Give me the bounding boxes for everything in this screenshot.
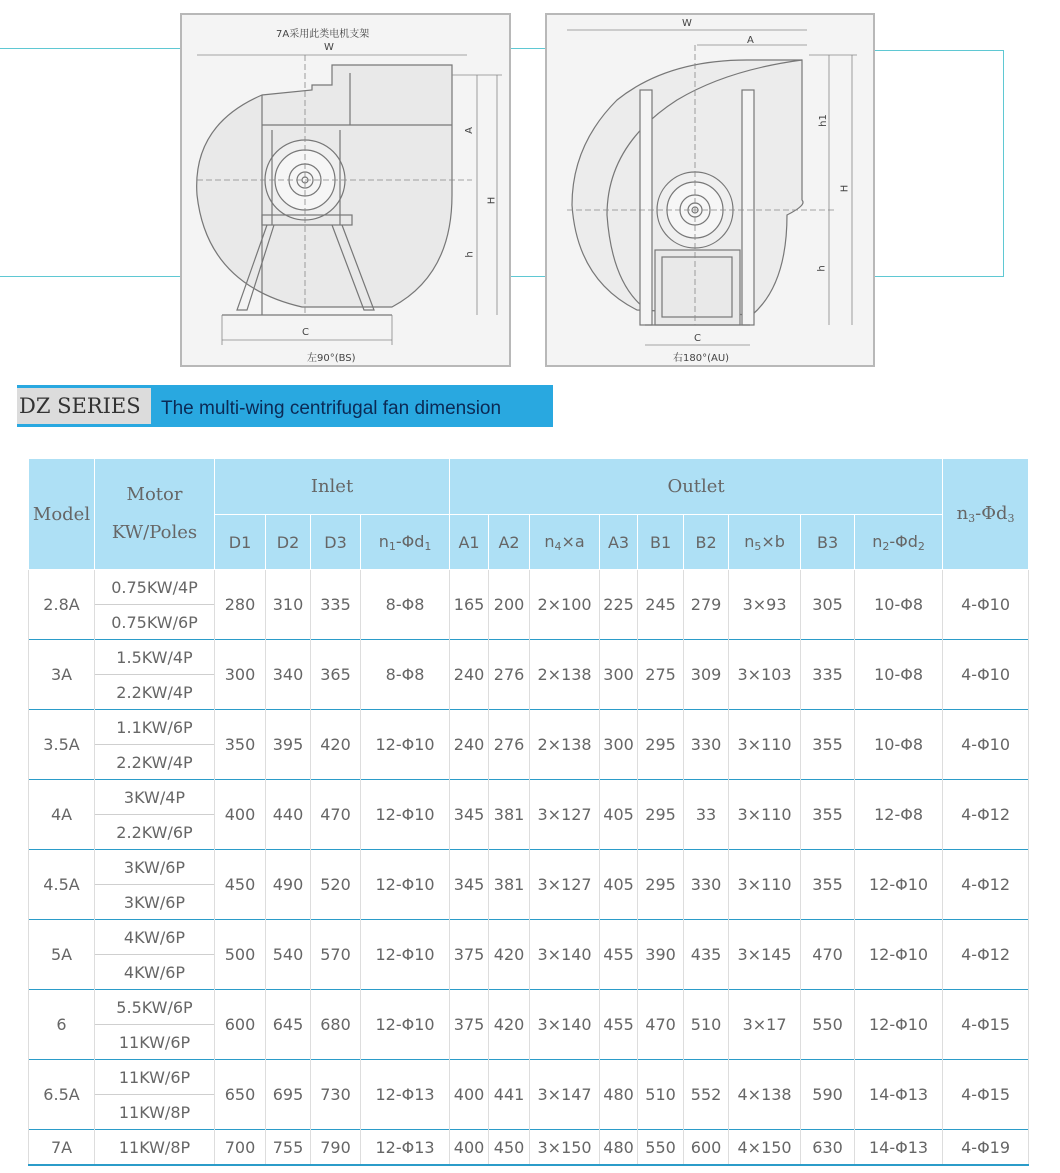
cell-d1: 450 bbox=[215, 850, 266, 920]
cell-n4-a: 3×127 bbox=[530, 850, 600, 920]
cell-n2-d2: 12-Φ10 bbox=[855, 850, 943, 920]
diagram-left-label-w: W bbox=[324, 42, 334, 53]
cell-d2: 695 bbox=[266, 1060, 311, 1130]
cell-n5-b: 3×103 bbox=[729, 640, 801, 710]
header-a2: A2 bbox=[489, 515, 530, 570]
cell-a1: 345 bbox=[450, 850, 489, 920]
cell-a2: 381 bbox=[489, 780, 530, 850]
cell-b1: 245 bbox=[638, 570, 684, 640]
cell-b3: 470 bbox=[801, 920, 855, 990]
cell-motor: 1.5KW/4P bbox=[95, 640, 215, 675]
cell-n2-d2: 12-Φ10 bbox=[855, 920, 943, 990]
table-row bbox=[29, 640, 1029, 675]
cell-model: 4.5A bbox=[29, 850, 95, 920]
cell-n3-d3: 4-Φ12 bbox=[943, 920, 1029, 990]
cell-b3: 355 bbox=[801, 780, 855, 850]
cell-b1: 295 bbox=[638, 780, 684, 850]
cell-d3: 730 bbox=[311, 1060, 361, 1130]
header-d3: D3 bbox=[311, 515, 361, 570]
cell-motor: 11KW/8P bbox=[95, 1130, 215, 1166]
cell-model: 3A bbox=[29, 640, 95, 710]
cell-a1: 345 bbox=[450, 780, 489, 850]
cell-b3: 630 bbox=[801, 1130, 855, 1166]
cell-n5-b: 3×110 bbox=[729, 780, 801, 850]
table-row bbox=[29, 990, 1029, 1025]
header-a1: A1 bbox=[450, 515, 489, 570]
header-a3: A3 bbox=[600, 515, 638, 570]
section-subtitle: The multi-wing centrifugal fan dimension bbox=[161, 398, 502, 419]
cell-n4-a: 2×100 bbox=[530, 570, 600, 640]
header-motor bbox=[95, 459, 215, 570]
cell-n5-b: 4×138 bbox=[729, 1060, 801, 1130]
cell-a3: 300 bbox=[600, 640, 638, 710]
cell-motor: 4KW/6P bbox=[95, 955, 215, 990]
header-n4-a: $n_4\times a$ bbox=[530, 515, 600, 570]
diagram-left-label-h-upper: H bbox=[486, 196, 498, 205]
cell-a1: 375 bbox=[450, 920, 489, 990]
cell-motor: 2.2KW/6P bbox=[95, 815, 215, 850]
cell-b3: 335 bbox=[801, 640, 855, 710]
cell-a3: 405 bbox=[600, 850, 638, 920]
cell-n1-d1: 12-Φ13 bbox=[361, 1060, 450, 1130]
cell-a2: 420 bbox=[489, 920, 530, 990]
cell-a3: 455 bbox=[600, 990, 638, 1060]
cell-d3: 335 bbox=[311, 570, 361, 640]
decor-line-left-bottom bbox=[0, 276, 182, 277]
header-d2: D2 bbox=[266, 515, 311, 570]
cell-d3: 470 bbox=[311, 780, 361, 850]
cell-d2: 310 bbox=[266, 570, 311, 640]
cell-b3: 355 bbox=[801, 710, 855, 780]
header-d1: D1 bbox=[215, 515, 266, 570]
cell-b3: 305 bbox=[801, 570, 855, 640]
cell-b1: 510 bbox=[638, 1060, 684, 1130]
cell-motor: 4KW/6P bbox=[95, 920, 215, 955]
cell-model: 5A bbox=[29, 920, 95, 990]
cell-a3: 480 bbox=[600, 1130, 638, 1166]
cell-n3-d3: 4-Φ19 bbox=[943, 1130, 1029, 1166]
cell-a3: 300 bbox=[600, 710, 638, 780]
cell-motor: 11KW/6P bbox=[95, 1025, 215, 1060]
cell-n3-d3: 4-Φ12 bbox=[943, 780, 1029, 850]
cell-model: 6 bbox=[29, 990, 95, 1060]
cell-n4-a: 3×147 bbox=[530, 1060, 600, 1130]
cell-d3: 365 bbox=[311, 640, 361, 710]
diagram-left-label-h-lower: h bbox=[464, 251, 476, 258]
cell-n5-b: 3×110 bbox=[729, 850, 801, 920]
header-b3: B3 bbox=[801, 515, 855, 570]
cell-d1: 280 bbox=[215, 570, 266, 640]
cell-b2: 330 bbox=[684, 710, 729, 780]
cell-n4-a: 3×140 bbox=[530, 990, 600, 1060]
cell-n1-d1: 12-Φ13 bbox=[361, 1130, 450, 1166]
cell-b2: 435 bbox=[684, 920, 729, 990]
cell-model: 4A bbox=[29, 780, 95, 850]
cell-n5-b: 3×110 bbox=[729, 710, 801, 780]
cell-n1-d1: 12-Φ10 bbox=[361, 850, 450, 920]
header-b2: B2 bbox=[684, 515, 729, 570]
cell-n3-d3: 4-Φ12 bbox=[943, 850, 1029, 920]
decor-line-right-bottom bbox=[874, 276, 1004, 277]
header-inlet: Inlet bbox=[215, 459, 450, 515]
cell-motor: 3KW/6P bbox=[95, 885, 215, 920]
cell-n2-d2: 14-Φ13 bbox=[855, 1130, 943, 1166]
cell-motor: 2.2KW/4P bbox=[95, 675, 215, 710]
cell-a1: 165 bbox=[450, 570, 489, 640]
cell-model: 6.5A bbox=[29, 1060, 95, 1130]
cell-d2: 340 bbox=[266, 640, 311, 710]
cell-b1: 295 bbox=[638, 850, 684, 920]
cell-n2-d2: 10-Φ8 bbox=[855, 640, 943, 710]
cell-n5-b: 3×17 bbox=[729, 990, 801, 1060]
cell-n2-d2: 12-Φ10 bbox=[855, 990, 943, 1060]
header-motor-line1: Motor bbox=[126, 484, 183, 505]
header-n1-d1: $n_1-\Phi d_1$ bbox=[361, 515, 450, 570]
header-motor-line2: KW/Poles bbox=[111, 522, 198, 543]
cell-model: 7A bbox=[29, 1130, 95, 1166]
cell-a3: 480 bbox=[600, 1060, 638, 1130]
series-label: DZ SERIES bbox=[17, 388, 151, 424]
cell-a3: 225 bbox=[600, 570, 638, 640]
cell-n5-b: 3×145 bbox=[729, 920, 801, 990]
cell-b2: 552 bbox=[684, 1060, 729, 1130]
cell-n2-d2: 10-Φ8 bbox=[855, 710, 943, 780]
cell-b1: 295 bbox=[638, 710, 684, 780]
cell-d1: 650 bbox=[215, 1060, 266, 1130]
cell-b2: 33 bbox=[684, 780, 729, 850]
cell-d3: 520 bbox=[311, 850, 361, 920]
cell-b2: 510 bbox=[684, 990, 729, 1060]
cell-n5-b: 4×150 bbox=[729, 1130, 801, 1166]
cell-a1: 240 bbox=[450, 640, 489, 710]
table-row bbox=[29, 850, 1029, 885]
table-header bbox=[29, 459, 1029, 570]
cell-b1: 390 bbox=[638, 920, 684, 990]
cell-a2: 276 bbox=[489, 710, 530, 780]
cell-b2: 309 bbox=[684, 640, 729, 710]
cell-a2: 441 bbox=[489, 1060, 530, 1130]
fan-drawing-right bbox=[547, 15, 873, 365]
cell-d1: 600 bbox=[215, 990, 266, 1060]
cell-motor: 11KW/6P bbox=[95, 1060, 215, 1095]
table-row bbox=[29, 1130, 1029, 1166]
cell-model: 3.5A bbox=[29, 710, 95, 780]
cell-n3-d3: 4-Φ10 bbox=[943, 710, 1029, 780]
cell-b3: 550 bbox=[801, 990, 855, 1060]
table-row bbox=[29, 780, 1029, 815]
table-row bbox=[29, 1060, 1029, 1095]
cell-a1: 400 bbox=[450, 1060, 489, 1130]
cell-a2: 420 bbox=[489, 990, 530, 1060]
cell-motor: 2.2KW/4P bbox=[95, 745, 215, 780]
decor-line-right-vertical bbox=[1003, 50, 1004, 277]
cell-d2: 755 bbox=[266, 1130, 311, 1166]
header-b1: B1 bbox=[638, 515, 684, 570]
cell-b2: 600 bbox=[684, 1130, 729, 1166]
cell-b2: 279 bbox=[684, 570, 729, 640]
header-n2-d2: $n_2-\Phi d_2$ bbox=[855, 515, 943, 570]
cell-n3-d3: 4-Φ10 bbox=[943, 570, 1029, 640]
diagram-right-label-c: C bbox=[694, 333, 701, 344]
cell-motor: 11KW/8P bbox=[95, 1095, 215, 1130]
cell-n3-d3: 4-Φ15 bbox=[943, 990, 1029, 1060]
cell-n5-b: 3×93 bbox=[729, 570, 801, 640]
cell-n3-d3: 4-Φ15 bbox=[943, 1060, 1029, 1130]
cell-d2: 540 bbox=[266, 920, 311, 990]
diagram-right-label-a: A bbox=[747, 35, 754, 46]
table-row bbox=[29, 710, 1029, 745]
cell-b1: 275 bbox=[638, 640, 684, 710]
cell-motor: 5.5KW/6P bbox=[95, 990, 215, 1025]
diagram-right-caption: 右180°(AU) bbox=[673, 353, 730, 364]
cell-b1: 470 bbox=[638, 990, 684, 1060]
header-model-label: Model bbox=[32, 503, 91, 525]
decor-line-left-top bbox=[0, 48, 182, 49]
cell-d1: 350 bbox=[215, 710, 266, 780]
cell-a1: 240 bbox=[450, 710, 489, 780]
cell-a1: 375 bbox=[450, 990, 489, 1060]
header-model bbox=[29, 459, 95, 570]
cell-n1-d1: 8-Φ8 bbox=[361, 570, 450, 640]
cell-motor: 0.75KW/4P bbox=[95, 570, 215, 605]
cell-n4-a: 3×140 bbox=[530, 920, 600, 990]
cell-d1: 400 bbox=[215, 780, 266, 850]
cell-n1-d1: 12-Φ10 bbox=[361, 780, 450, 850]
cell-a3: 405 bbox=[600, 780, 638, 850]
cell-d3: 790 bbox=[311, 1130, 361, 1166]
cell-n1-d1: 12-Φ10 bbox=[361, 920, 450, 990]
cell-a1: 400 bbox=[450, 1130, 489, 1166]
cell-b1: 550 bbox=[638, 1130, 684, 1166]
cell-n1-d1: 8-Φ8 bbox=[361, 640, 450, 710]
cell-d1: 300 bbox=[215, 640, 266, 710]
cell-a2: 381 bbox=[489, 850, 530, 920]
fan-drawing-left bbox=[182, 15, 509, 365]
cell-d2: 440 bbox=[266, 780, 311, 850]
fan-diagram-left bbox=[180, 13, 511, 367]
header-n5-b: $n_5\times b$ bbox=[729, 515, 801, 570]
cell-n2-d2: 10-Φ8 bbox=[855, 570, 943, 640]
cell-motor: 0.75KW/6P bbox=[95, 605, 215, 640]
diagram-left-label-c: C bbox=[302, 327, 309, 338]
diagram-left-caption: 左90°(BS) bbox=[307, 353, 356, 364]
cell-n2-d2: 12-Φ8 bbox=[855, 780, 943, 850]
cell-n4-a: 2×138 bbox=[530, 710, 600, 780]
diagram-left-label-a: A bbox=[463, 127, 475, 134]
cell-n3-d3: 4-Φ10 bbox=[943, 640, 1029, 710]
cell-motor: 3KW/4P bbox=[95, 780, 215, 815]
cell-a3: 455 bbox=[600, 920, 638, 990]
cell-d3: 420 bbox=[311, 710, 361, 780]
cell-a2: 276 bbox=[489, 640, 530, 710]
diagram-right-label-h1: h1 bbox=[817, 114, 829, 127]
dimension-table bbox=[28, 458, 1029, 1166]
cell-b3: 590 bbox=[801, 1060, 855, 1130]
cell-b2: 330 bbox=[684, 850, 729, 920]
table-body bbox=[29, 570, 1029, 1166]
cell-n4-a: 3×127 bbox=[530, 780, 600, 850]
cell-d2: 490 bbox=[266, 850, 311, 920]
diagram-right-label-h-lower: h bbox=[816, 265, 828, 272]
cell-d3: 570 bbox=[311, 920, 361, 990]
cell-a2: 450 bbox=[489, 1130, 530, 1166]
table-row bbox=[29, 920, 1029, 955]
cell-d1: 700 bbox=[215, 1130, 266, 1166]
cell-d2: 395 bbox=[266, 710, 311, 780]
cell-motor: 1.1KW/6P bbox=[95, 710, 215, 745]
table-row bbox=[29, 570, 1029, 605]
decor-line-mid-bottom bbox=[510, 276, 546, 277]
cell-d2: 645 bbox=[266, 990, 311, 1060]
header-n3-d3: $n_3-\Phi d_3$ bbox=[943, 459, 1029, 570]
diagram-right-label-w: W bbox=[682, 18, 692, 29]
decor-line-right-top bbox=[874, 50, 1004, 51]
cell-d3: 680 bbox=[311, 990, 361, 1060]
diagram-left-note: 7A采用此类电机支架 bbox=[276, 29, 370, 40]
cell-n1-d1: 12-Φ10 bbox=[361, 710, 450, 780]
fan-diagram-right bbox=[545, 13, 875, 367]
cell-n4-a: 2×138 bbox=[530, 640, 600, 710]
cell-n1-d1: 12-Φ10 bbox=[361, 990, 450, 1060]
cell-b3: 355 bbox=[801, 850, 855, 920]
cell-motor: 3KW/6P bbox=[95, 850, 215, 885]
header-outlet: Outlet bbox=[450, 459, 943, 515]
cell-n2-d2: 14-Φ13 bbox=[855, 1060, 943, 1130]
cell-n4-a: 3×150 bbox=[530, 1130, 600, 1166]
decor-line-mid-top bbox=[510, 48, 546, 49]
cell-d1: 500 bbox=[215, 920, 266, 990]
cell-model: 2.8A bbox=[29, 570, 95, 640]
diagram-right-label-h-upper: H bbox=[839, 184, 851, 193]
cell-a2: 200 bbox=[489, 570, 530, 640]
